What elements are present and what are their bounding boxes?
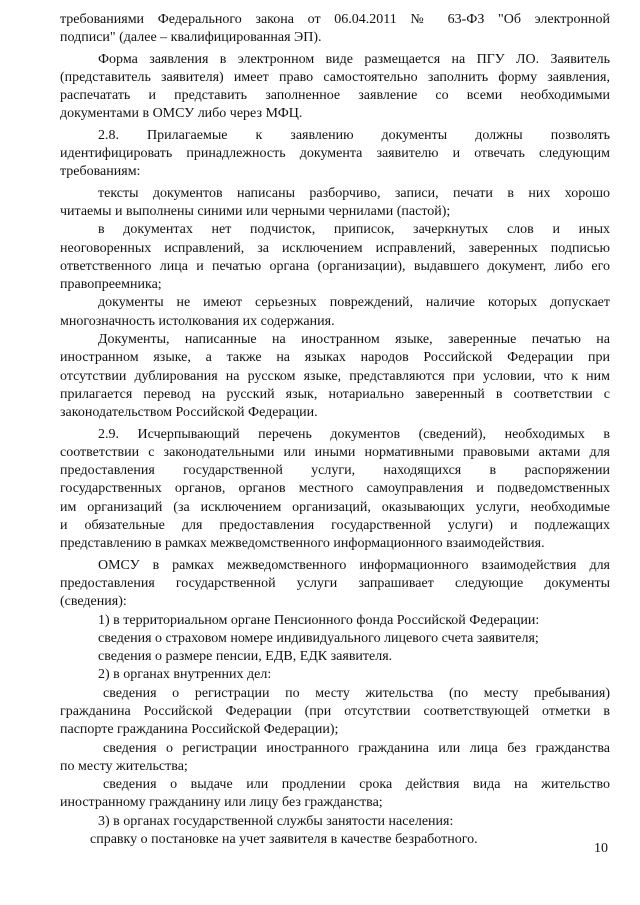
text-line: Форма заявления в электронном виде размещается на ПГУ ЛО. Заявитель [98, 51, 610, 67]
text-line: распечатать и представить заполненное заявление со всеми необходимыми [60, 88, 610, 104]
text-line: гражданина Российской Федерации (при отсутствии соответствующей отметки в [60, 703, 610, 719]
text-line: им организаций (за исключением организаций, оказывающих услуги, необходимые [60, 499, 610, 515]
text-line: 3) в органах государственной службы занятости населения: [98, 813, 454, 829]
text-line: подписи" (далее – квалифицированная ЭП). [60, 30, 322, 46]
text-line: сведения о страховом номере индивидуального лицевого счета заявителя; [98, 630, 539, 646]
text-line: предоставления государственной услуги, находящихся в распоряжении [60, 463, 610, 479]
text-line: иностранном языке, а также на языках народов Российской Федерации при [60, 350, 610, 366]
text-line: требованиям: [60, 164, 141, 180]
text-line: 1) в территориальном органе Пенсионного фонда Российской Федерации: [98, 612, 540, 628]
text-line: неоговоренных исправлений, за исключением исправлений, заверенных подписью [60, 240, 610, 256]
text-line: 2.8. Прилагаемые к заявлению документы должны позволять [98, 127, 610, 143]
text-line: 2.9. Исчерпывающий перечень документов (сведений), необходимых в [98, 426, 610, 442]
text-line: тексты документов написаны разборчиво, записи, печати в них хорошо [98, 185, 610, 201]
text-line: прилагается перевод на русский язык, нотариально заверенный в соответствии с [60, 386, 610, 402]
text-line: Документы, написанные на иностранном языке, заверенные печатью на [98, 332, 610, 348]
text-line: (представитель заявителя) имеет право самостоятельно заполнить форму заявления, [60, 69, 610, 85]
text-line: иностранному гражданину или лицу без гражданства; [60, 795, 383, 811]
text-line: сведения о регистрации по месту жительства (по месту пребывания) [103, 685, 610, 701]
text-line: соответствии с законодательными или иными нормативными правовыми актами для [60, 444, 610, 460]
text-line: справку о постановке на учет заявителя в качестве безработного. [90, 832, 478, 848]
text-line: по месту жительства; [60, 758, 188, 774]
text-line: читаемы и выполнены синими или черными чернилами (пастой); [60, 203, 451, 219]
text-line: документы не имеют серьезных повреждений, наличие которых допускает [98, 295, 610, 311]
text-line: многозначность истолкования их содержания. [60, 313, 335, 329]
text-line: паспорте гражданина Российской Федерации); [60, 722, 339, 738]
text-line: ОМСУ в рамках межведомственного информационного взаимодействия для [98, 557, 610, 573]
text-line: представлению в рамках межведомственного информационного взаимодействия. [60, 536, 545, 552]
text-line: сведения о выдаче или продлении срока действия вида на жительство [103, 777, 610, 793]
text-line: отсутствии дублирования на русском языке, представляются при условии, что к ним [60, 368, 610, 384]
text-line: и обязательные для предоставления государственной услуги) и подлежащих [60, 518, 610, 534]
page-number: 10 [594, 841, 608, 856]
text-line: 2) в органах внутренних дел: [98, 667, 272, 683]
text-line: документами в ОМСУ либо через МФЦ. [60, 106, 303, 122]
text-line: предоставления государственной услуги запрашивает следующие документы [60, 575, 610, 591]
text-line: правопреемника; [60, 277, 162, 293]
text-line: сведения о регистрации иностранного гражданина или лица без гражданства [103, 740, 610, 756]
document-body [60, 11, 610, 849]
text-line: требованиями Федерального закона от 06.04.2011 № 63-ФЗ "Об электронной [60, 12, 610, 27]
text-line: в документах нет подчисток, приписок, зачеркнутых слов и иных [98, 222, 610, 238]
text-line: (сведения): [60, 594, 127, 610]
text-line: законодательством Российской Федерации. [60, 405, 318, 421]
text-line: ответственного лица и печатью органа (организации), выдавшего документ, либо его [60, 258, 610, 274]
text-line: сведения о размере пенсии, ЕДВ, ЕДК заявителя. [98, 649, 393, 665]
text-line: государственных органов, органов местного самоуправления и подведомственных [60, 481, 610, 497]
text-line: идентифицировать принадлежность документа заявителю и отвечать следующим [60, 146, 610, 162]
